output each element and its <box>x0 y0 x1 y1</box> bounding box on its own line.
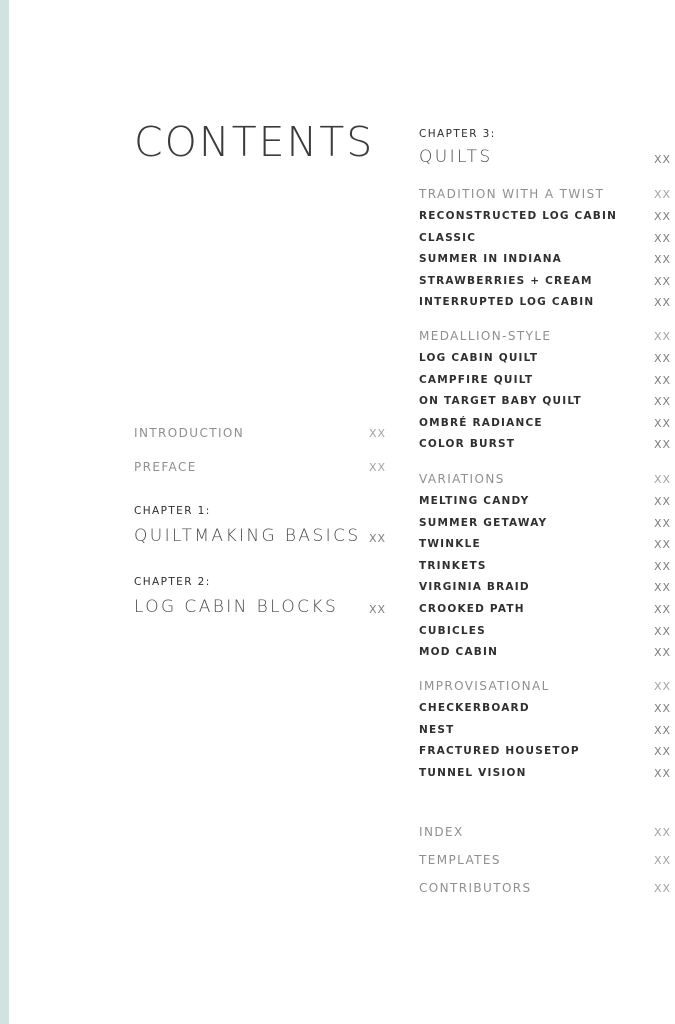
toc-entry[interactable]: MELTING CANDY <box>419 495 530 507</box>
page-number: XX <box>654 680 672 693</box>
toc-entry[interactable]: SUMMER IN INDIANA <box>419 253 563 266</box>
toc-section-heading[interactable]: MEDALLION-STYLE <box>419 329 552 343</box>
toc-section-heading[interactable]: VARIATIONS <box>419 472 505 486</box>
page-number: XX <box>654 473 672 486</box>
toc-entry[interactable]: ON TARGET BABY QUILT <box>419 395 582 408</box>
page-number: XX <box>654 253 672 267</box>
toc-entry[interactable]: FRACTURED HOUSETOP <box>419 745 580 758</box>
page-number: XX <box>654 702 672 715</box>
toc-entry[interactable]: NEST <box>419 723 455 736</box>
page-number: XX <box>654 826 672 839</box>
toc-entry-preface[interactable]: PREFACE <box>134 460 197 474</box>
page-number: XX <box>369 427 387 440</box>
toc-entry[interactable]: TRINKETS <box>419 559 487 572</box>
toc-entry[interactable]: CUBICLES <box>419 624 486 637</box>
page-number: XX <box>654 538 672 552</box>
page-number: XX <box>654 495 672 508</box>
chapter-number: CHAPTER 1: <box>134 505 211 517</box>
toc-entry[interactable]: CLASSIC <box>419 231 477 244</box>
page-number: XX <box>654 395 672 409</box>
toc-entry-index[interactable]: INDEX <box>419 825 464 839</box>
page-number: XX <box>654 210 672 223</box>
page-number: XX <box>654 274 672 288</box>
page-number: XX <box>654 188 672 201</box>
page-number: XX <box>369 532 387 545</box>
page-number: XX <box>654 153 672 166</box>
page-number: XX <box>654 231 672 245</box>
page-number: XX <box>654 723 672 737</box>
page-spine-stripe <box>0 0 9 1024</box>
page-number: XX <box>654 624 672 638</box>
page-title: CONTENTS <box>134 118 375 166</box>
page-number: XX <box>369 603 387 616</box>
page-number: XX <box>654 766 672 780</box>
toc-entry[interactable]: STRAWBERRIES + CREAM <box>419 274 593 287</box>
toc-entry-contributors[interactable]: CONTRIBUTORS <box>419 881 532 895</box>
toc-entry[interactable]: RECONSTRUCTED LOG CABIN <box>419 210 618 222</box>
toc-chapter-log-cabin-blocks[interactable]: LOG CABIN BLOCKS <box>134 597 339 617</box>
page-number: XX <box>654 745 672 759</box>
chapter-number: CHAPTER 3: <box>419 128 496 140</box>
page-number: XX <box>654 438 672 452</box>
page-number: XX <box>654 330 672 343</box>
page-number: XX <box>654 882 672 895</box>
page-number: XX <box>654 646 672 660</box>
page-number: XX <box>654 516 672 530</box>
toc-entry[interactable]: CHECKERBOARD <box>419 702 530 714</box>
page-number: XX <box>369 461 387 474</box>
toc-section-heading[interactable]: IMPROVISATIONAL <box>419 679 550 693</box>
toc-entry[interactable]: MOD CABIN <box>419 646 499 659</box>
toc-section-heading[interactable]: TRADITION WITH A TWIST <box>419 187 605 201</box>
toc-entry[interactable]: VIRGINIA BRAID <box>419 581 530 594</box>
toc-entry[interactable]: TUNNEL VISION <box>419 766 527 779</box>
toc-entry[interactable]: TWINKLE <box>419 538 481 551</box>
chapter-number: CHAPTER 2: <box>134 576 211 588</box>
toc-entry[interactable]: LOG CABIN QUILT <box>419 352 539 364</box>
toc-entry-introduction[interactable]: INTRODUCTION <box>134 426 245 440</box>
page-number: XX <box>654 559 672 573</box>
toc-entry[interactable]: CAMPFIRE QUILT <box>419 373 534 386</box>
toc-entry[interactable]: OMBRÉ RADIANCE <box>419 416 543 429</box>
page-number: XX <box>654 416 672 430</box>
page-number: XX <box>654 373 672 387</box>
toc-entry[interactable]: INTERRUPTED LOG CABIN <box>419 296 595 309</box>
page-number: XX <box>654 603 672 616</box>
toc-entry-templates[interactable]: TEMPLATES <box>419 853 501 867</box>
page-number: XX <box>654 854 672 867</box>
toc-chapter-quilts[interactable]: QUILTS <box>419 147 493 167</box>
page-number: XX <box>654 296 672 310</box>
toc-entry[interactable]: CROOKED PATH <box>419 603 525 615</box>
toc-entry[interactable]: COLOR BURST <box>419 438 516 451</box>
page-number: XX <box>654 581 672 595</box>
toc-entry[interactable]: SUMMER GETAWAY <box>419 516 548 529</box>
page-number: XX <box>654 352 672 365</box>
toc-chapter-quiltmaking-basics[interactable]: QUILTMAKING BASICS <box>134 526 361 546</box>
